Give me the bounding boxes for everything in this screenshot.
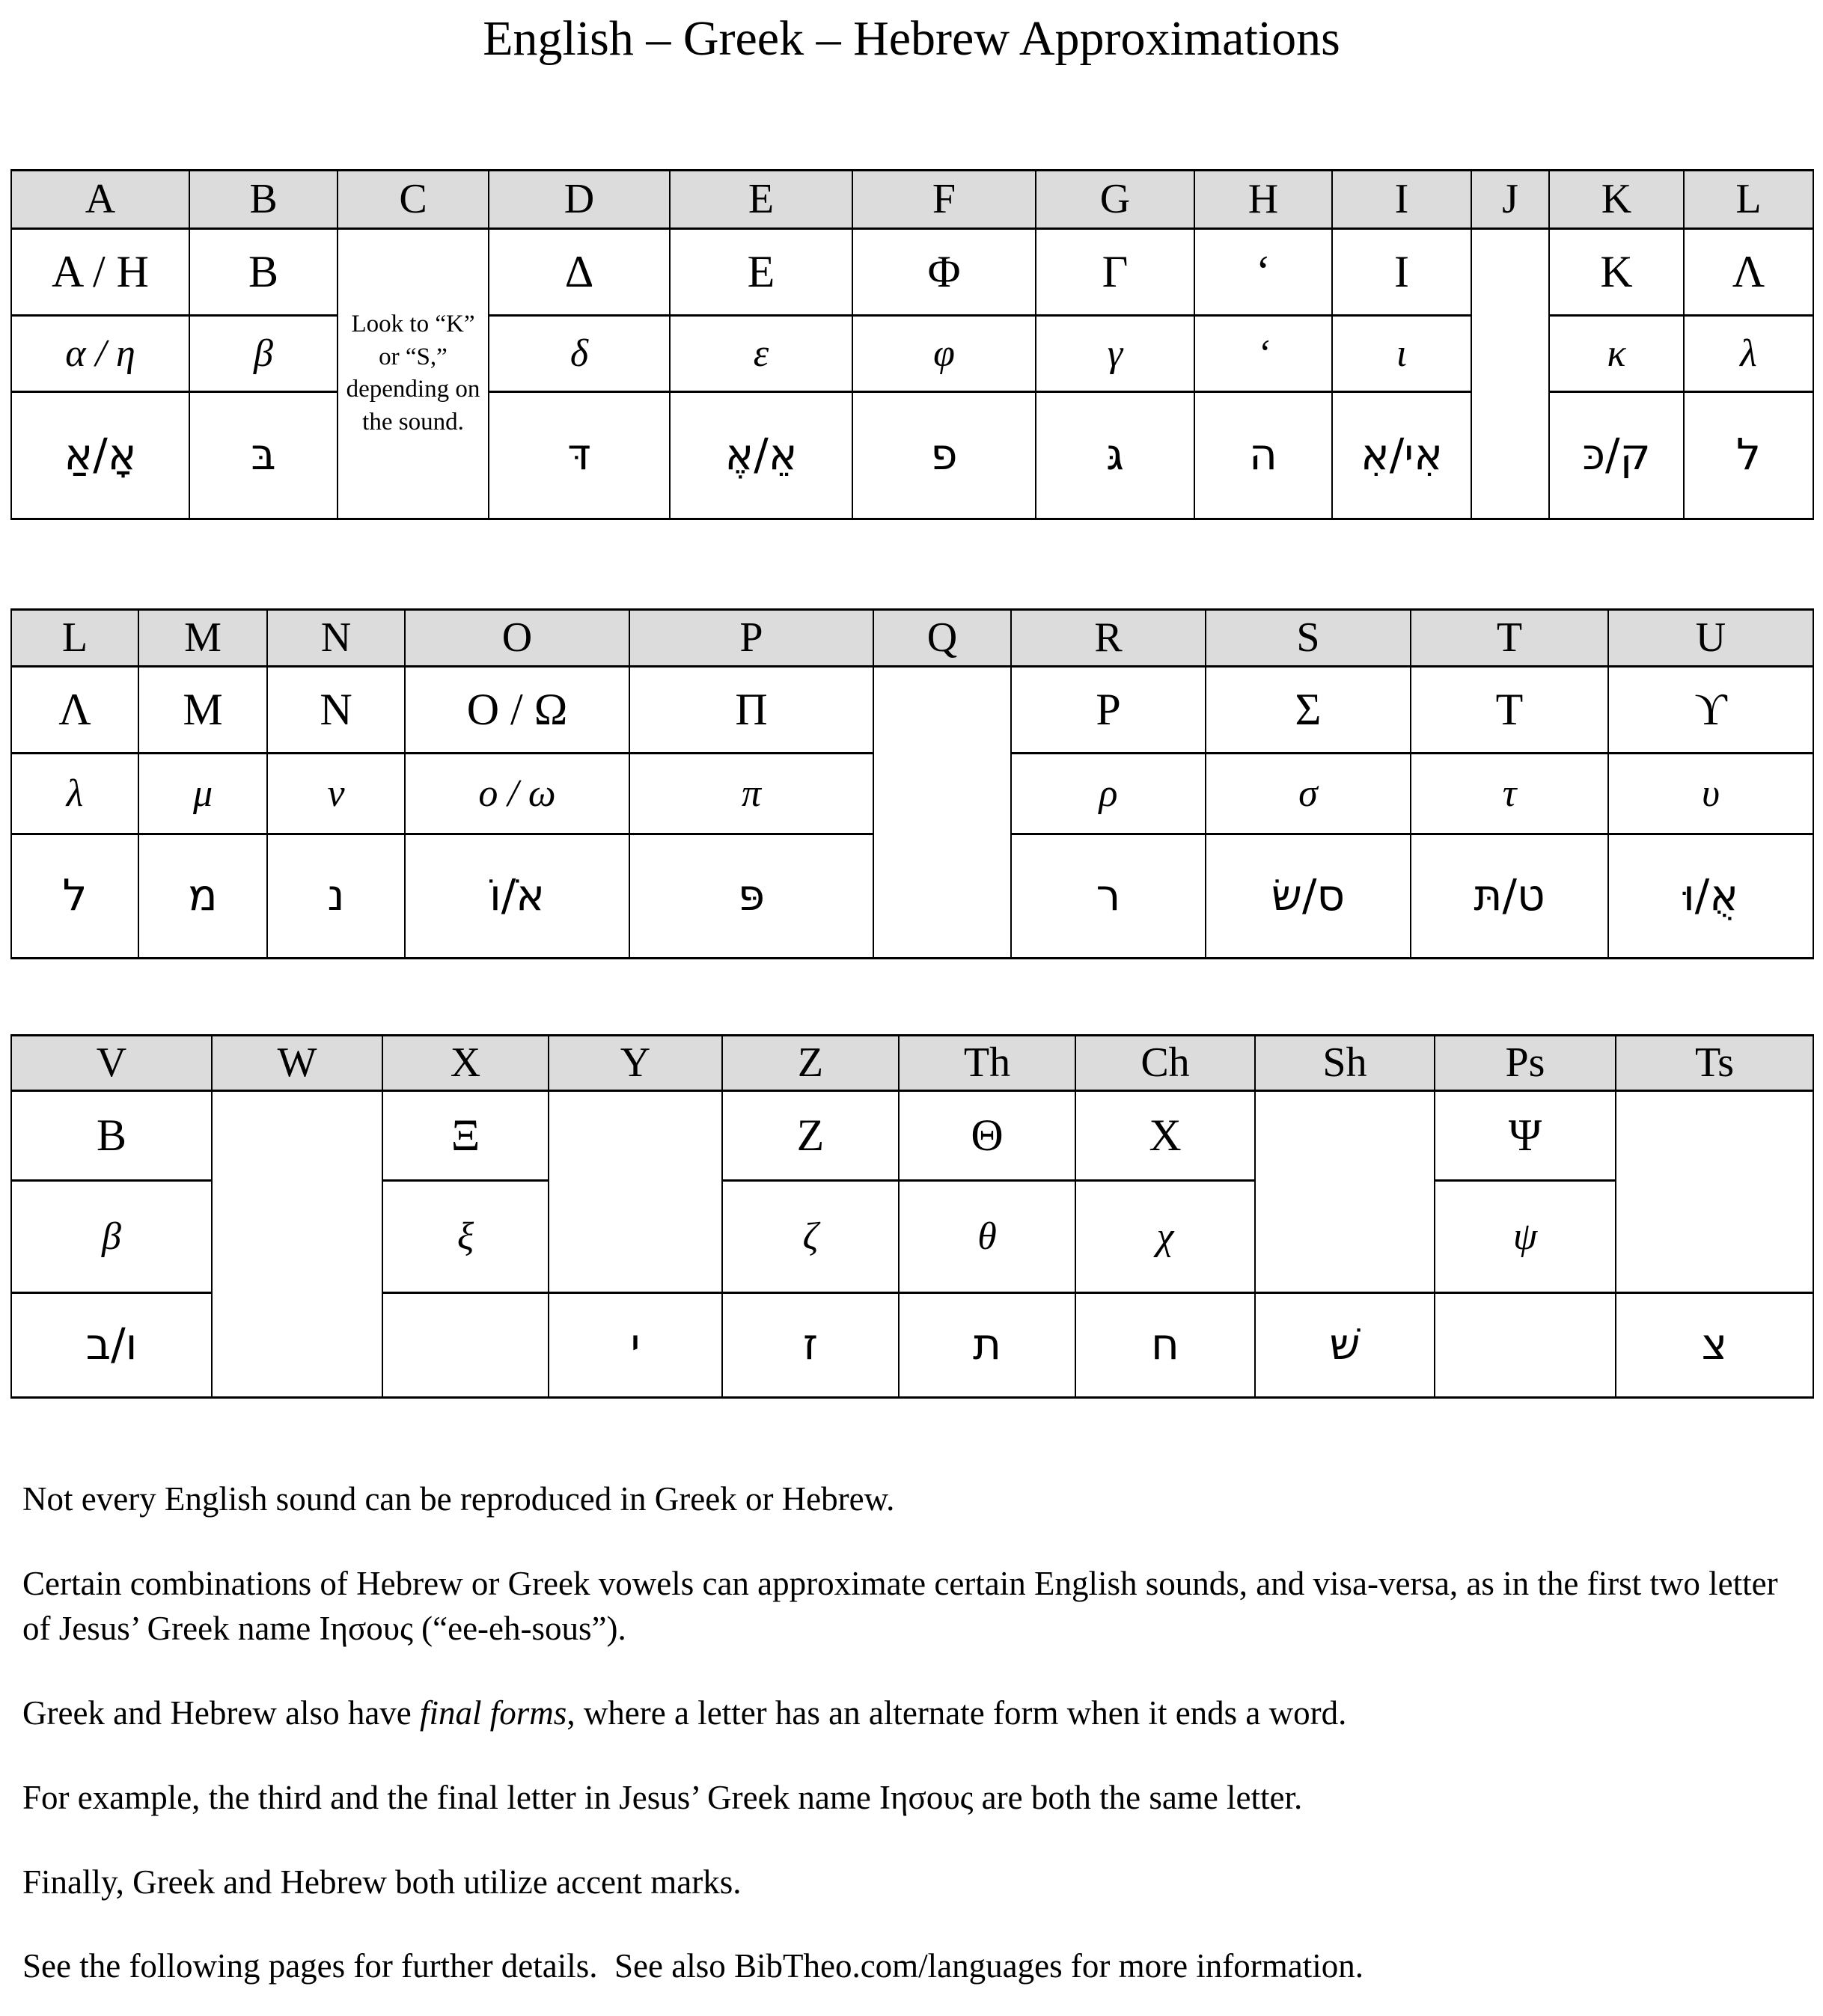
table2-header-m: M [138,609,267,666]
cell-l-hebrew: ל [1684,391,1813,519]
table1-header-g: G [1036,170,1194,228]
cell-m-hebrew: מ [138,834,267,958]
table2-header-u: U [1608,609,1813,666]
table3-header-z: Z [722,1035,899,1090]
table3-header-v: V [11,1035,212,1090]
cell-k-greek-lower: κ [1549,315,1684,391]
cell-e-greek-lower: ε [670,315,852,391]
cell-i-hebrew: אִי/אִ [1332,391,1471,519]
cell-l-greek-upper: Λ [1684,228,1813,315]
cell-ch-hebrew: ח [1075,1292,1255,1397]
note-paragraph-6: See the following pages for further details. See also BibTheo.com/languages for more information. [22,1947,1364,1985]
table2-header-l: L [11,609,138,666]
table2-header-s: S [1206,609,1411,666]
table1-header-e: E [670,170,852,228]
spacer [0,959,1823,1034]
cell-h-breathing-mark-lower: ‘ [1194,315,1332,391]
table3-header-ts: Ts [1616,1035,1813,1090]
table2-header-r: R [1011,609,1206,666]
cell-v-greek-upper: Β [11,1090,212,1180]
note-paragraph-5: Finally, Greek and Hebrew both utilize accent marks. [22,1863,742,1901]
cell-p-hebrew: פּ [629,834,873,958]
cell-z-hebrew: ז [722,1292,899,1397]
cell-t-greek-upper: Τ [1411,666,1608,753]
cell-v-greek-lower: β [11,1180,212,1292]
cell-b-greek-lower: β [189,315,338,391]
table1-header-k: K [1549,170,1684,228]
cell-e-greek-upper: Ε [670,228,852,315]
cell-u-greek-upper: ϒ [1608,666,1813,753]
cell-s-greek-upper: Σ [1206,666,1411,753]
note-paragraph-4: For example, the third and the final letter in Jesus’ Greek name Ιησους are both the same letter. [22,1778,1303,1816]
cell-ch-greek-lower: χ [1075,1180,1255,1292]
cell-m-greek-upper: Μ [138,666,267,753]
cell-th-greek-lower: θ [899,1180,1075,1292]
table2-header-o: O [405,609,629,666]
note-paragraph-3 [22,1690,1801,1736]
cell-l2-greek-lower: λ [11,753,138,834]
table1-header-l: L [1684,170,1813,228]
table1-header-d: D [489,170,670,228]
cell-z-greek-lower: ζ [722,1180,899,1292]
cell-j-empty [1471,228,1549,519]
table1-header-row [11,170,1813,228]
cell-m-greek-lower: μ [138,753,267,834]
table1-header-b: B [189,170,338,228]
cell-b-greek-upper: Β [189,228,338,315]
table-l-to-u [10,608,1814,959]
note-paragraph-2: Certain combinations of Hebrew or Greek vowels can approximate certain English sounds, and visa-versa, as in the first two letter of Jesus’ Greek name Ιησους (“ee-eh-sous”). [22,1564,1786,1648]
table2-greek-uppercase-row [11,666,1813,753]
cell-n-hebrew: נ [267,834,405,958]
table3-header-ps: Ps [1435,1035,1616,1090]
note-paragraph-3-after: , where a letter has an alternate form when it ends a word. [567,1694,1347,1732]
cell-ps-greek-lower: ψ [1435,1180,1616,1292]
note-paragraph-3-italic: final forms [420,1694,567,1732]
table2-header-row [11,609,1813,666]
cell-th-greek-upper: Θ [899,1090,1075,1180]
cell-g-greek-lower: γ [1036,315,1194,391]
table3-header-row [11,1035,1813,1090]
cell-ps-greek-upper: Ψ [1435,1090,1616,1180]
table3-header-ch: Ch [1075,1035,1255,1090]
cell-g-greek-upper: Γ [1036,228,1194,315]
cell-e-hebrew: אֵ/אֶ [670,391,852,519]
cell-sh-hebrew: שׁ [1255,1292,1435,1397]
cell-c-note: Look to “K” or “S,” depending on the sound. [338,228,489,519]
cell-f-greek-lower: φ [852,315,1036,391]
note-paragraph-1: Not every English sound can be reproduced in Greek or Hebrew. [22,1479,895,1518]
cell-a-hebrew: אָ/אַ [11,391,189,519]
cell-l-greek-lower: λ [1684,315,1813,391]
cell-x-hebrew-empty [382,1292,549,1397]
cell-u-greek-lower: υ [1608,753,1813,834]
notes-section [22,1476,1801,1989]
cell-p-greek-lower: π [629,753,873,834]
cell-s-hebrew: ס/שׂ [1206,834,1411,958]
cell-ts-hebrew: צ [1616,1292,1813,1397]
cell-o-greek-upper: Ο / Ω [405,666,629,753]
cell-th-hebrew: ת [899,1292,1075,1397]
table2-header-p: P [629,609,873,666]
table2-header-n: N [267,609,405,666]
cell-f-greek-upper: Φ [852,228,1036,315]
cell-sh-empty [1255,1090,1435,1292]
table3-header-th: Th [899,1035,1075,1090]
cell-a-greek-lower: α / η [11,315,189,391]
cell-t-hebrew: ט/תּ [1411,834,1608,958]
cell-b-hebrew: בּ [189,391,338,519]
cell-y-empty [549,1090,722,1292]
cell-k-greek-upper: Κ [1549,228,1684,315]
table1-greek-uppercase-row [11,228,1813,315]
cell-d-greek-lower: δ [489,315,670,391]
cell-l2-greek-upper: Λ [11,666,138,753]
table1-header-j: J [1471,170,1549,228]
note-paragraph-3-before: Greek and Hebrew also have [22,1694,421,1732]
cell-d-hebrew: דּ [489,391,670,519]
cell-r-hebrew: ר [1011,834,1206,958]
cell-i-greek-lower: ι [1332,315,1471,391]
cell-p-greek-upper: Π [629,666,873,753]
spacer [0,67,1823,169]
cell-v-hebrew: ו/ב [11,1292,212,1397]
cell-a-greek-upper: Α / Η [11,228,189,315]
cell-q-empty [873,666,1011,958]
table3-greek-uppercase-row [11,1090,1813,1180]
cell-o-greek-lower: ο / ω [405,753,629,834]
table3-header-y: Y [549,1035,722,1090]
table-a-to-l [10,169,1814,520]
table-v-to-ts [10,1034,1814,1399]
spacer [0,520,1823,608]
cell-f-hebrew: פ [852,391,1036,519]
cell-t-greek-lower: τ [1411,753,1608,834]
cell-z-greek-upper: Ζ [722,1090,899,1180]
cell-ps-hebrew-empty [1435,1292,1616,1397]
cell-x-greek-lower: ξ [382,1180,549,1292]
cell-r-greek-lower: ρ [1011,753,1206,834]
cell-l2-hebrew: ל [11,834,138,958]
table1-header-h: H [1194,170,1332,228]
table3-header-w: W [212,1035,382,1090]
cell-i-greek-upper: Ι [1332,228,1471,315]
table2-header-t: T [1411,609,1608,666]
cell-h-hebrew: ה [1194,391,1332,519]
cell-s-greek-lower: σ [1206,753,1411,834]
table1-header-f: F [852,170,1036,228]
cell-ts-empty [1616,1090,1813,1292]
cell-h-breathing-mark: ‘ [1194,228,1332,315]
table1-header-c: C [338,170,489,228]
cell-u-hebrew: אֻ/וּ [1608,834,1813,958]
cell-g-hebrew: גּ [1036,391,1194,519]
cell-x-greek-upper: Ξ [382,1090,549,1180]
page-title: English – Greek – Hebrew Approximations [483,11,1340,66]
table3-header-sh: Sh [1255,1035,1435,1090]
cell-o-hebrew: אֹ/וֹ [405,834,629,958]
cell-n-greek-upper: Ν [267,666,405,753]
table2-header-q: Q [873,609,1011,666]
table3-header-x: X [382,1035,549,1090]
cell-y-hebrew: י [549,1292,722,1397]
cell-d-greek-upper: Δ [489,228,670,315]
cell-n-greek-lower: ν [267,753,405,834]
cell-k-hebrew: ק/כּ [1549,391,1684,519]
table1-header-i: I [1332,170,1471,228]
cell-ch-greek-upper: Χ [1075,1090,1255,1180]
cell-w-empty [212,1090,382,1397]
cell-r-greek-upper: Ρ [1011,666,1206,753]
table1-header-a: A [11,170,189,228]
